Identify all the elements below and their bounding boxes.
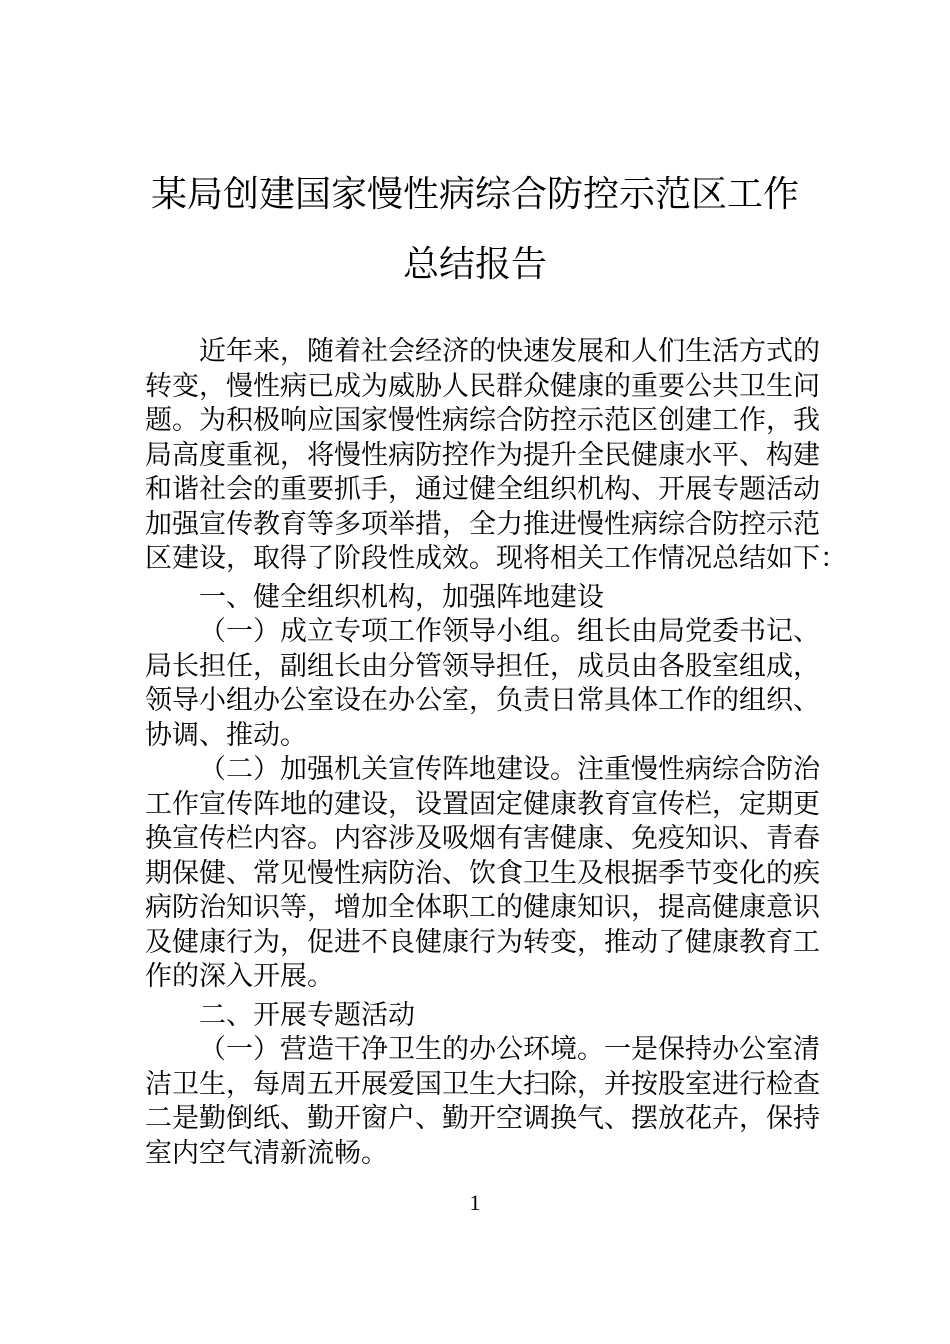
text-line: （一）成立专项工作领导小组。组长由局党委书记、: [199, 616, 820, 647]
text-line: 协调、推动。: [145, 719, 307, 751]
section-heading: [145, 999, 807, 1034]
document-title-line-2: 总结报告: [402, 244, 547, 285]
text-line: 工作宣传阵地的建设，设置固定健康教育宣传栏，定期更: [145, 788, 820, 820]
text-line: 局长担任，副组长由分管领导担任，成员由各股室组成，: [145, 650, 820, 682]
text-line: 加强宣传教育等多项举措，全力推进慢性病综合防控示范: [145, 508, 820, 540]
text-line: 近年来，随着社会经济的快速发展和人们生活方式的: [199, 336, 820, 367]
text-line: 领导小组办公室设在办公室，负责日常具体工作的组织、: [145, 685, 820, 716]
text-line: 区建设，取得了阶段性成效。现将相关工作情况总结如下：: [145, 543, 847, 574]
text-line: 题。为积极响应国家慢性病综合防控示范区创建工作，我: [145, 405, 820, 436]
text-line: 室内空气清新流畅。: [145, 1137, 388, 1169]
page-number: 1: [469, 1190, 481, 1215]
text-line: （一）营造干净卫生的办公环境。一是保持办公室清: [199, 1034, 820, 1065]
text-line: 局高度重视，将慢性病防控作为提升全民健康水平、构建: [145, 439, 820, 471]
paragraph: [145, 615, 820, 753]
paragraph: [145, 335, 847, 577]
text-line: 病防治知识等，增加全体职工的健康知识，提高健康意识: [145, 892, 820, 923]
document-title-line-1: 某局创建国家慢性病综合防控示范区工作: [150, 174, 799, 215]
text-line: 二是勤倒纸、勤开窗户、勤开空调换气、摆放花卉，保持: [145, 1103, 820, 1134]
document-body: [145, 335, 847, 1171]
text-line: 二、开展专题活动: [199, 999, 415, 1031]
paragraph: [145, 753, 820, 995]
text-line: 作的深入开展。: [145, 961, 334, 992]
paragraph: [145, 1033, 820, 1171]
section-heading: [145, 581, 807, 616]
text-line: 和谐社会的重要抓手，通过健全组织机构、开展专题活动: [145, 474, 820, 505]
text-line: 转变，慢性病已成为威胁人民群众健康的重要公共卫生问: [145, 370, 820, 402]
text-line: 洁卫生，每周五开展爱国卫生大扫除，并按股室进行检查: [145, 1068, 820, 1100]
text-line: （二）加强机关宣传阵地建设。注重慢性病综合防治: [199, 754, 820, 785]
text-line: 及健康行为，促进不良健康行为转变，推动了健康教育工: [145, 926, 820, 958]
text-line: 期保健、常见慢性病防治、饮食卫生及根据季节变化的疾: [145, 857, 820, 889]
text-line: 换宣传栏内容。内容涉及吸烟有害健康、免疫知识、青春: [145, 823, 820, 854]
text-line: 一、健全组织机构，加强阵地建设: [199, 581, 604, 613]
